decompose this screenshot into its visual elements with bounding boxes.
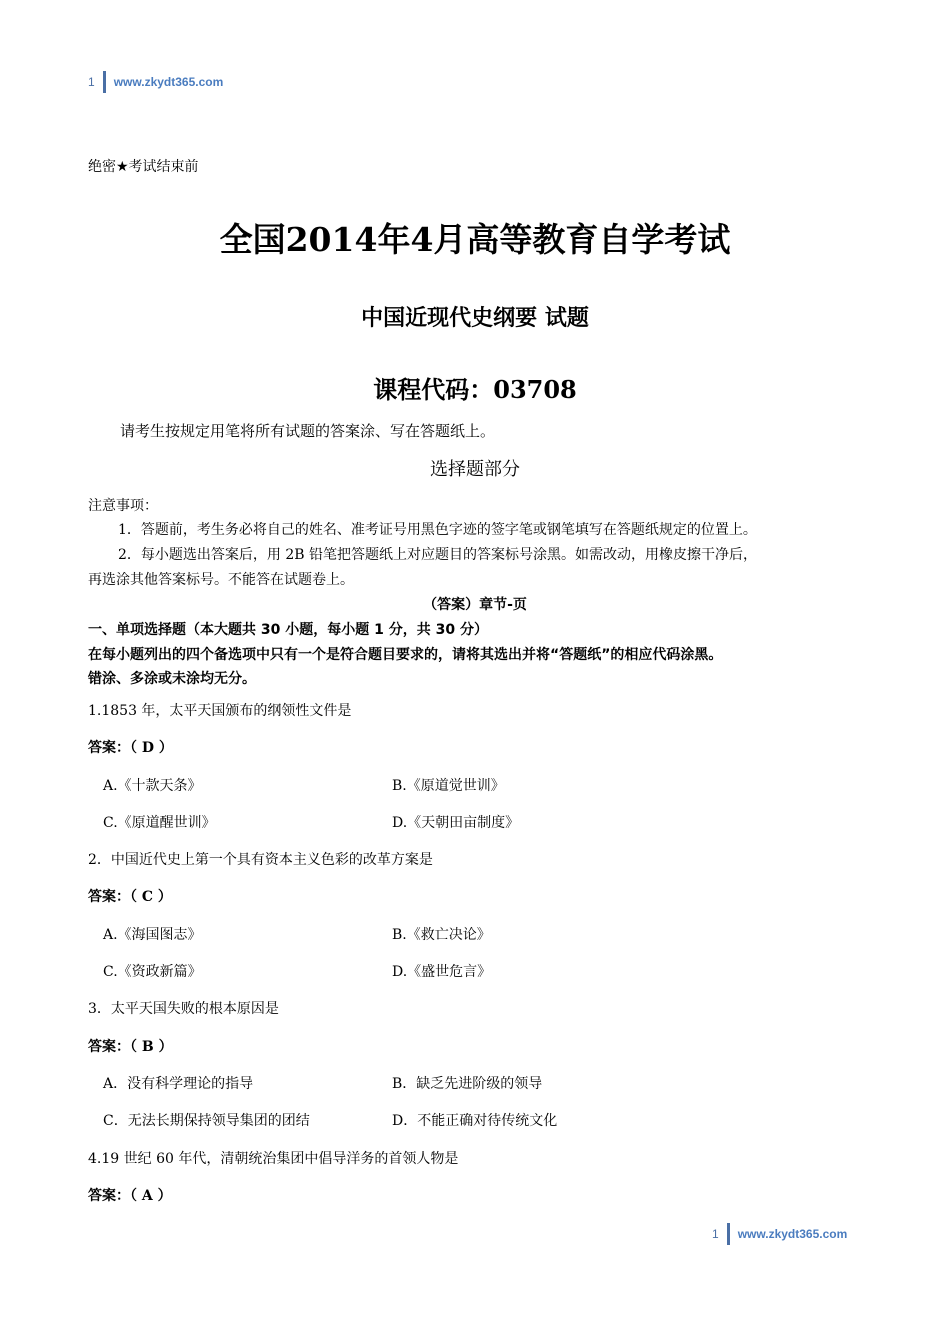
notice-item-2: 2．每小题选出答案后，用 2B 铅笔把答题纸上对应题目的答案标号涂黑。如需改动，用橡皮擦干净后，: [118, 547, 758, 563]
part-one-heading: 一、单项选择题（本大题共 30 小题，每小题 1 分，共 30 分）: [88, 622, 488, 638]
q2-option-c: C.《资政新篇》: [103, 964, 202, 980]
exam-title: 全国2014年4月高等教育自学考试: [219, 220, 731, 259]
q2-option-a: A.《海国图志》: [103, 927, 202, 943]
question-1: 1.1853 年，太平天国颁布的纲领性文件是: [88, 703, 352, 719]
page-number: 1: [88, 75, 95, 89]
section-title: 选择题部分: [430, 459, 520, 480]
answer-1: [88, 737, 173, 757]
page-header: [88, 71, 223, 93]
answer-label: 答案：: [88, 740, 130, 756]
q3-option-b: B．缺乏先进阶级的领导: [392, 1076, 543, 1092]
part-one-desc-cont: 错涂、多涂或未涂均无分。: [88, 671, 256, 687]
footer-divider: [727, 1223, 730, 1245]
q2-option-b: B.《救亡决论》: [392, 927, 491, 943]
question-4: 4.19 世纪 60 年代，清朝统治集团中倡导洋务的首领人物是: [88, 1151, 459, 1167]
q3-option-c: C．无法长期保持领导集团的团结: [103, 1113, 310, 1129]
secret-mark: 绝密★考试结束前: [88, 159, 199, 175]
answer-value: （ B ）: [130, 1039, 173, 1055]
answer-3: [88, 1036, 173, 1056]
site-url[interactable]: www.zkydt365.com: [737, 1227, 848, 1241]
header-divider: [103, 71, 106, 93]
q3-option-a: A．没有科学理论的指导: [103, 1076, 254, 1092]
answer-chapter-note: （答案）章节-页: [423, 597, 527, 613]
course-code: 课程代码：03708: [373, 375, 577, 404]
question-2: 2．中国近代史上第一个具有资本主义色彩的改革方案是: [88, 852, 433, 868]
question-3: 3．太平天国失败的根本原因是: [88, 1001, 279, 1017]
answer-value: （ A ）: [130, 1188, 172, 1204]
q1-option-b: B.《原道觉世训》: [392, 778, 505, 794]
q3-option-d: D．不能正确对待传统文化: [392, 1113, 558, 1129]
q1-option-a: A.《十款天条》: [103, 778, 202, 794]
q1-option-c: C.《原道醒世训》: [103, 815, 216, 831]
page-footer: [712, 1223, 847, 1245]
answer-4: [88, 1185, 172, 1205]
notice-heading: 注意事项：: [88, 498, 158, 514]
answer-label: 答案：: [88, 889, 130, 905]
site-url[interactable]: www.zkydt365.com: [113, 75, 224, 89]
answer-2: [88, 886, 172, 906]
part-one-desc: 在每小题列出的四个备选项中只有一个是符合题目要求的，请将其选出并将“答题纸”的相应代码涂黑。: [88, 647, 723, 663]
notice-item-2-cont: 再选涂其他答案标号。不能答在试题卷上。: [88, 572, 354, 588]
exam-subtitle: 中国近现代史纲要 试题: [361, 306, 589, 331]
page-number: 1: [712, 1227, 719, 1241]
q2-option-d: D.《盛世危言》: [392, 964, 492, 980]
q1-option-d: D.《天朝田亩制度》: [392, 815, 520, 831]
answer-label: 答案：: [88, 1039, 130, 1055]
answer-value: （ D ）: [130, 740, 173, 756]
notice-item-1: 1．答题前，考生务必将自己的姓名、准考证号用黑色字迹的签字笔或钢笔填写在答题纸规定的位置上。: [118, 522, 757, 538]
instruction-text: 请考生按规定用笔将所有试题的答案涂、写在答题纸上。: [120, 422, 496, 440]
answer-label: 答案：: [88, 1188, 130, 1204]
answer-value: （ C ）: [130, 889, 172, 905]
